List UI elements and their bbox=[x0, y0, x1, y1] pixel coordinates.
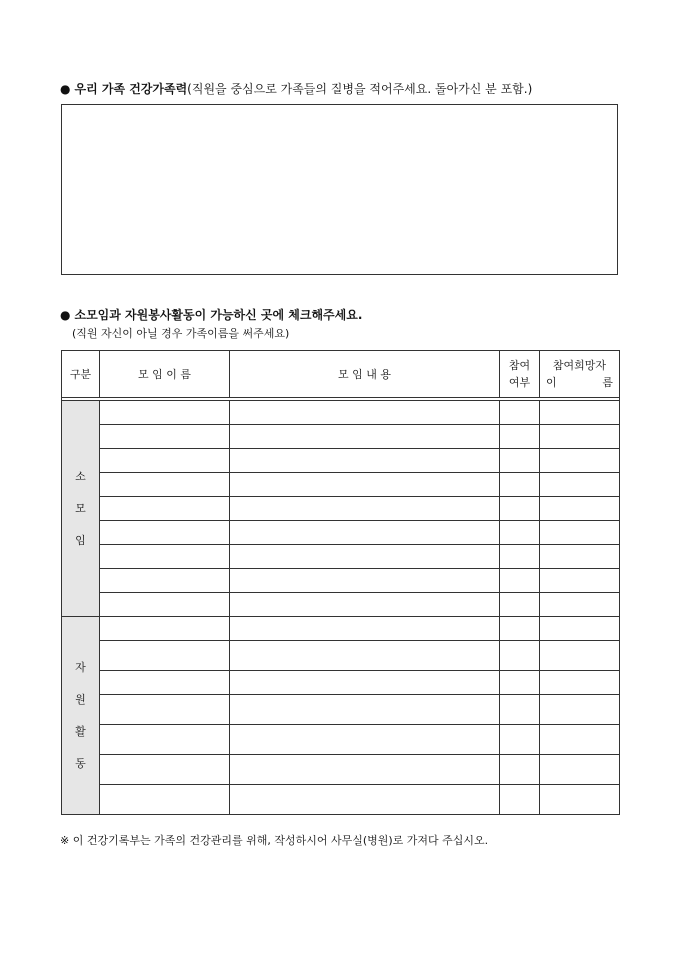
group-content-cell[interactable] bbox=[230, 671, 500, 695]
participation-cell[interactable] bbox=[500, 755, 540, 785]
group-content-cell[interactable] bbox=[230, 695, 500, 725]
group-name-cell[interactable] bbox=[100, 593, 230, 617]
footer-note: ※ 이 건강기록부는 가족의 건강관리를 위해, 작성하시어 사무실(병원)로 가져다 주십시오. bbox=[60, 834, 489, 847]
header-hope-line2a: 이 bbox=[546, 376, 557, 389]
participation-cell[interactable] bbox=[500, 695, 540, 725]
group1-label-char: 모 bbox=[75, 501, 86, 515]
group2-label-char: 자 bbox=[75, 660, 86, 674]
hope-name-cell[interactable] bbox=[540, 695, 620, 725]
hope-name-cell[interactable] bbox=[540, 569, 620, 593]
header-hope bbox=[540, 351, 620, 398]
participation-cell[interactable] bbox=[500, 593, 540, 617]
group-name-cell[interactable] bbox=[100, 425, 230, 449]
group-name-cell[interactable] bbox=[100, 497, 230, 521]
group-content-cell[interactable] bbox=[230, 569, 500, 593]
group-content-cell[interactable] bbox=[230, 401, 500, 425]
participation-cell[interactable] bbox=[500, 401, 540, 425]
group2-label-char: 원 bbox=[75, 692, 86, 706]
hope-name-cell[interactable] bbox=[540, 593, 620, 617]
header-participation-line1: 참여 bbox=[508, 359, 531, 372]
header-group-name: 모 임 이 름 bbox=[100, 351, 230, 398]
participation-cell[interactable] bbox=[500, 569, 540, 593]
group1-label-char: 소 bbox=[75, 469, 86, 483]
group-content-cell[interactable] bbox=[230, 425, 500, 449]
participation-cell[interactable] bbox=[500, 785, 540, 815]
family-history-input-box[interactable] bbox=[61, 104, 618, 275]
header-participation-line2: 여부 bbox=[508, 376, 531, 389]
bullet-icon: ● bbox=[60, 82, 71, 96]
group-content-cell[interactable] bbox=[230, 641, 500, 671]
group-name-cell[interactable] bbox=[100, 521, 230, 545]
group-name-cell[interactable] bbox=[100, 755, 230, 785]
hope-name-cell[interactable] bbox=[540, 755, 620, 785]
header-group-content: 모 임 내 용 bbox=[230, 351, 500, 398]
group2-label bbox=[62, 617, 100, 815]
activity-title-bold: 소모임과 자원봉사활동이 가능하신 곳에 체크해주세요. bbox=[74, 308, 363, 322]
activity-note: (직원 자신이 아닐 경우 가족이름을 써주세요) bbox=[72, 327, 290, 340]
hope-name-cell[interactable] bbox=[540, 545, 620, 569]
activity-table bbox=[61, 350, 620, 815]
group2-label-char: 활 bbox=[75, 724, 86, 738]
header-hope-line2b: 름 bbox=[602, 376, 613, 389]
hope-name-cell[interactable] bbox=[540, 725, 620, 755]
group-content-cell[interactable] bbox=[230, 725, 500, 755]
group-content-cell[interactable] bbox=[230, 449, 500, 473]
group-content-cell[interactable] bbox=[230, 755, 500, 785]
hope-name-cell[interactable] bbox=[540, 671, 620, 695]
group-content-cell[interactable] bbox=[230, 785, 500, 815]
hope-name-cell[interactable] bbox=[540, 473, 620, 497]
hope-name-cell[interactable] bbox=[540, 401, 620, 425]
group-content-cell[interactable] bbox=[230, 545, 500, 569]
hope-name-cell[interactable] bbox=[540, 521, 620, 545]
hope-name-cell[interactable] bbox=[540, 497, 620, 521]
hope-name-cell[interactable] bbox=[540, 425, 620, 449]
header-hope-line2 bbox=[540, 374, 619, 391]
group1-label-char: 임 bbox=[75, 533, 86, 547]
group-name-cell[interactable] bbox=[100, 785, 230, 815]
group2-label-char: 동 bbox=[75, 756, 86, 770]
group-content-cell[interactable] bbox=[230, 521, 500, 545]
group-name-cell[interactable] bbox=[100, 473, 230, 497]
participation-cell[interactable] bbox=[500, 449, 540, 473]
participation-cell[interactable] bbox=[500, 617, 540, 641]
group-content-cell[interactable] bbox=[230, 473, 500, 497]
participation-cell[interactable] bbox=[500, 473, 540, 497]
family-history-title bbox=[60, 80, 532, 97]
group-name-cell[interactable] bbox=[100, 725, 230, 755]
activity-title bbox=[60, 306, 362, 323]
group1-label bbox=[62, 401, 100, 617]
header-hope-line1: 참여희망자 bbox=[552, 359, 607, 372]
participation-cell[interactable] bbox=[500, 641, 540, 671]
group-name-cell[interactable] bbox=[100, 617, 230, 641]
hope-name-cell[interactable] bbox=[540, 641, 620, 671]
participation-cell[interactable] bbox=[500, 497, 540, 521]
participation-cell[interactable] bbox=[500, 671, 540, 695]
family-history-title-bold: 우리 가족 건강가족력 bbox=[74, 82, 188, 96]
group-name-cell[interactable] bbox=[100, 401, 230, 425]
hope-name-cell[interactable] bbox=[540, 449, 620, 473]
participation-cell[interactable] bbox=[500, 725, 540, 755]
group-content-cell[interactable] bbox=[230, 497, 500, 521]
hope-name-cell[interactable] bbox=[540, 785, 620, 815]
bullet-icon: ● bbox=[60, 308, 71, 322]
family-history-title-note: (직원을 중심으로 가족들의 질병을 적어주세요. 돌아가신 분 포함.) bbox=[187, 82, 533, 96]
group-name-cell[interactable] bbox=[100, 641, 230, 671]
hope-name-cell[interactable] bbox=[540, 617, 620, 641]
participation-cell[interactable] bbox=[500, 545, 540, 569]
group-name-cell[interactable] bbox=[100, 545, 230, 569]
group-content-cell[interactable] bbox=[230, 617, 500, 641]
group-name-cell[interactable] bbox=[100, 569, 230, 593]
group-name-cell[interactable] bbox=[100, 449, 230, 473]
group-name-cell[interactable] bbox=[100, 695, 230, 725]
participation-cell[interactable] bbox=[500, 425, 540, 449]
group-name-cell[interactable] bbox=[100, 671, 230, 695]
participation-cell[interactable] bbox=[500, 521, 540, 545]
group-content-cell[interactable] bbox=[230, 593, 500, 617]
header-category: 구분 bbox=[62, 351, 100, 398]
header-participation bbox=[500, 351, 540, 398]
